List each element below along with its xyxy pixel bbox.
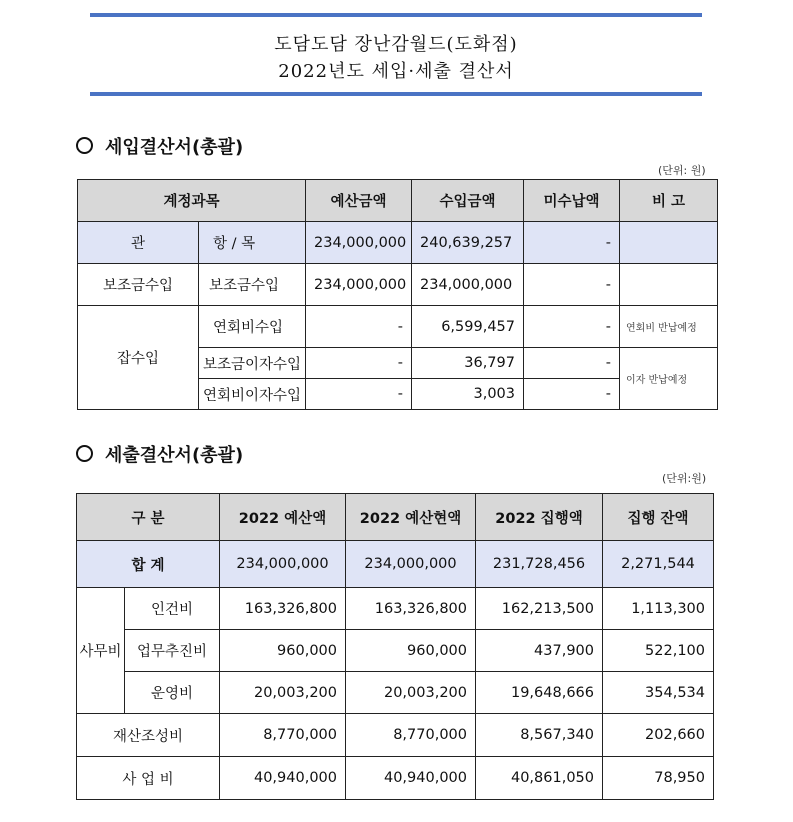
summary-kwan: 관 <box>78 222 199 264</box>
row-budget: 20,003,200 <box>220 672 346 714</box>
row-budget: 163,326,800 <box>220 588 346 630</box>
header-remain: 집행 잔액 <box>603 494 714 541</box>
doc-subtitle: 2022년도 세입·세출 결산서 <box>278 61 514 82</box>
row-budget: 8,770,000 <box>220 714 346 757</box>
row-hang: 연회비이자수입 <box>199 379 306 410</box>
row-remain: 1,113,300 <box>603 588 714 630</box>
row-income: 234,000,000 <box>412 264 524 306</box>
table-row <box>77 630 714 672</box>
revenue-header-row <box>78 180 718 222</box>
row-note <box>620 264 718 306</box>
header-income: 수입금액 <box>412 180 524 222</box>
row-exec: 437,900 <box>476 630 603 672</box>
row-income: 6,599,457 <box>412 306 524 348</box>
revenue-table <box>77 179 718 410</box>
row-unpaid: - <box>524 348 620 379</box>
row-budget: 40,940,000 <box>220 757 346 800</box>
header-category: 구 분 <box>77 494 220 541</box>
header-current-2022: 2022 예산현액 <box>346 494 476 541</box>
revenue-heading-text: 세입결산서(총괄) <box>105 137 244 158</box>
expense-header-row <box>77 494 714 541</box>
bottom-rule <box>90 92 702 96</box>
summary-current: 234,000,000 <box>346 541 476 588</box>
row-current: 8,770,000 <box>346 714 476 757</box>
row-budget: - <box>306 348 412 379</box>
row-note: 연회비 반납예정 <box>620 306 718 348</box>
table-row <box>77 672 714 714</box>
top-rule <box>90 13 702 17</box>
row-hang: 보조금이자수입 <box>199 348 306 379</box>
row-remain: 202,660 <box>603 714 714 757</box>
office-group-label: 사무비 <box>77 588 125 714</box>
row-label: 업무추진비 <box>125 630 220 672</box>
row-current: 40,940,000 <box>346 757 476 800</box>
expense-unit: (단위:원) <box>662 472 707 485</box>
table-row <box>77 588 714 630</box>
circle-bullet-icon <box>76 445 93 462</box>
revenue-unit: (단위: 원) <box>658 164 706 177</box>
row-remain: 522,100 <box>603 630 714 672</box>
row-exec: 40,861,050 <box>476 757 603 800</box>
row-unpaid: - <box>524 264 620 306</box>
row-current: 960,000 <box>346 630 476 672</box>
summary-income: 240,639,257 <box>412 222 524 264</box>
row-unpaid: - <box>524 306 620 348</box>
row-budget: 234,000,000 <box>306 264 412 306</box>
doc-title: 도담도담 장난감월드(도화점) <box>274 34 518 55</box>
summary-unpaid: - <box>524 222 620 264</box>
row-kwan: 보조금수입 <box>78 264 199 306</box>
summary-budget: 234,000,000 <box>220 541 346 588</box>
expense-table <box>76 493 714 800</box>
header-unpaid: 미수납액 <box>524 180 620 222</box>
row-kwan-misc: 잡수입 <box>78 306 199 410</box>
row-budget: - <box>306 306 412 348</box>
expense-heading-text: 세출결산서(총괄) <box>105 445 244 466</box>
row-hang: 보조금수입 <box>199 264 306 306</box>
summary-exec: 231,728,456 <box>476 541 603 588</box>
header-note: 비 고 <box>620 180 718 222</box>
summary-note <box>620 222 718 264</box>
summary-remain: 2,271,544 <box>603 541 714 588</box>
row-label: 사 업 비 <box>77 757 220 800</box>
header-budget: 예산금액 <box>306 180 412 222</box>
expense-heading <box>76 441 243 467</box>
row-budget: - <box>306 379 412 410</box>
row-hang: 연회비수입 <box>199 306 306 348</box>
summary-hang: 항 / 목 <box>199 222 306 264</box>
row-exec: 19,648,666 <box>476 672 603 714</box>
row-income: 3,003 <box>412 379 524 410</box>
summary-label: 합 계 <box>77 541 220 588</box>
revenue-summary-row <box>78 222 718 264</box>
row-remain: 354,534 <box>603 672 714 714</box>
row-unpaid: - <box>524 379 620 410</box>
revenue-heading <box>76 133 243 159</box>
summary-budget: 234,000,000 <box>306 222 412 264</box>
table-row <box>77 714 714 757</box>
row-income: 36,797 <box>412 348 524 379</box>
header-exec-2022: 2022 집행액 <box>476 494 603 541</box>
row-current: 20,003,200 <box>346 672 476 714</box>
table-row <box>77 757 714 800</box>
circle-bullet-icon <box>76 137 93 154</box>
expense-summary-row <box>77 541 714 588</box>
row-exec: 162,213,500 <box>476 588 603 630</box>
row-label: 재산조성비 <box>77 714 220 757</box>
row-current: 163,326,800 <box>346 588 476 630</box>
row-label: 인건비 <box>125 588 220 630</box>
table-row <box>78 264 718 306</box>
row-note: 이자 반납예정 <box>620 348 718 410</box>
row-budget: 960,000 <box>220 630 346 672</box>
row-exec: 8,567,340 <box>476 714 603 757</box>
table-row <box>78 306 718 348</box>
header-account: 계정과목 <box>78 180 306 222</box>
header-budget-2022: 2022 예산액 <box>220 494 346 541</box>
row-remain: 78,950 <box>603 757 714 800</box>
row-label: 운영비 <box>125 672 220 714</box>
